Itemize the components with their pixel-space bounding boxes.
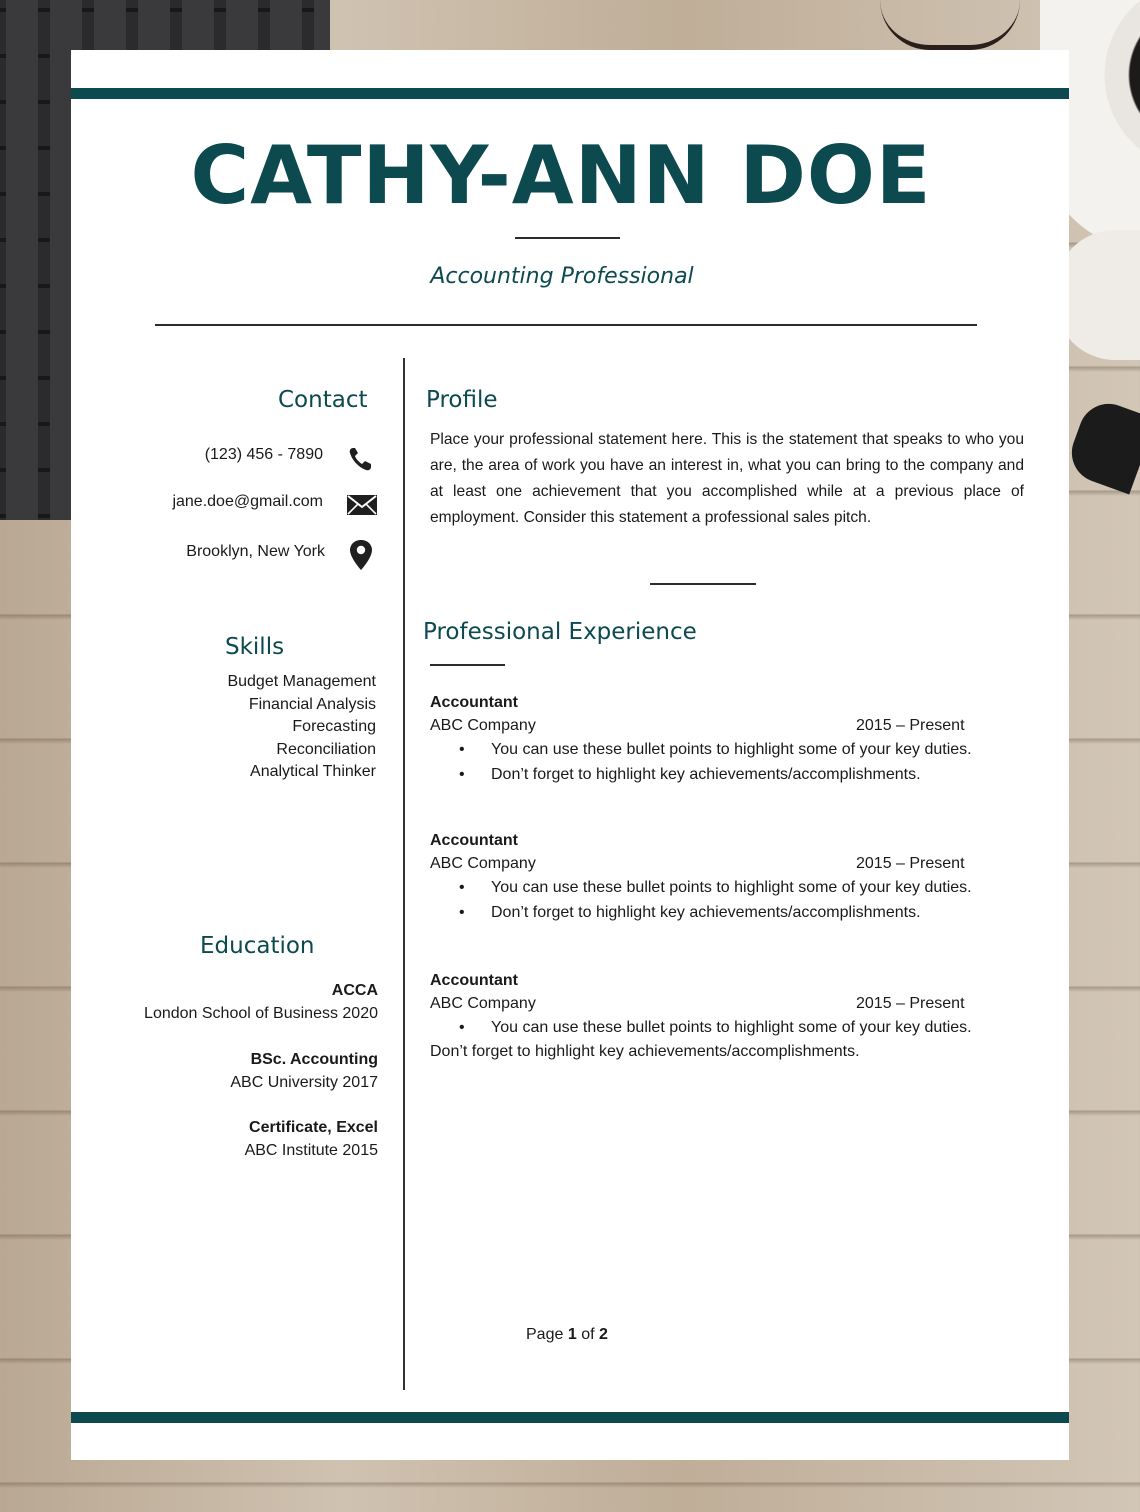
education-item — [144, 979, 378, 1025]
education-item — [230, 1048, 378, 1094]
column-divider — [403, 358, 405, 1390]
bottom-accent-bar — [71, 1412, 1069, 1423]
top-accent-bar — [71, 88, 1069, 99]
job-entry — [430, 969, 1030, 1063]
education-school: ABC Institute 2015 — [244, 1142, 378, 1159]
background-glasses — [880, 0, 1020, 50]
job-bullet: • You can use these bullet points to highlight some of your key duties. — [430, 1015, 1030, 1040]
resume-page — [71, 50, 1069, 1460]
job-title: Accountant — [430, 832, 518, 849]
education-heading: Education — [200, 933, 315, 959]
name-underline — [515, 237, 620, 239]
job-bullet: • You can use these bullet points to highlight some of your key duties. — [430, 875, 1030, 900]
job-company: ABC Company — [430, 855, 536, 872]
skill-item: Financial Analysis — [248, 695, 376, 713]
job-title: Accountant — [430, 694, 518, 711]
job-dates: 2015 – Present — [856, 855, 965, 872]
map-pin-icon — [345, 538, 377, 572]
education-item — [245, 1116, 378, 1162]
job-company: ABC Company — [430, 717, 536, 734]
page-of: of — [581, 1326, 595, 1343]
job-title: Accountant — [430, 972, 518, 989]
education-degree: BSc. Accounting — [250, 1051, 378, 1068]
candidate-subtitle: Accounting Professional — [430, 264, 694, 289]
skill-item: Analytical Thinker — [250, 763, 376, 781]
job-company: ABC Company — [430, 995, 536, 1012]
skill-item: Budget Management — [227, 673, 376, 690]
page-total: 2 — [598, 1326, 608, 1343]
job-entry — [430, 691, 1030, 787]
phone-icon — [346, 444, 378, 474]
candidate-name: CATHY-ANN DOE — [190, 129, 932, 222]
background-pen — [1063, 395, 1140, 494]
contact-phone: (123) 456 - 7890 — [204, 446, 323, 463]
page-current: 1 — [567, 1326, 577, 1343]
contact-email: jane.doe@gmail.com — [172, 493, 323, 510]
job-entry — [430, 829, 1030, 925]
page-number — [526, 1326, 608, 1344]
job-dates: 2015 – Present — [856, 995, 965, 1012]
header-divider — [155, 324, 977, 326]
profile-heading: Profile — [426, 387, 498, 413]
job-bullet: • Don’t forget to highlight key achievements/accomplishments. — [430, 900, 1030, 925]
experience-heading: Professional Experience — [423, 619, 697, 645]
profile-divider — [650, 583, 756, 585]
page-prefix: Page — [526, 1326, 564, 1343]
job-bullet: • You can use these bullet points to highlight some of your key duties. — [430, 737, 1030, 762]
contact-heading: Contact — [278, 387, 368, 413]
skill-item: Reconciliation — [276, 740, 376, 758]
education-school: London School of Business 2020 — [144, 1005, 378, 1022]
experience-underline — [430, 664, 505, 666]
job-extra-line: Don’t forget to highlight key achievements/accomplishments. — [430, 1043, 860, 1060]
envelope-icon — [346, 490, 378, 520]
profile-statement: Place your professional statement here. This is the statement that speaks to who you are, the area of work you have an interest in, what you can bring to the company and at least one achievement that you accomplished while at a previous place of employment. Consider this statement a professional sales pitch. — [430, 431, 1024, 526]
contact-location: Brooklyn, New York — [186, 543, 325, 560]
job-bullet: • Don’t forget to highlight key achievements/accomplishments. — [430, 762, 1030, 787]
education-school: ABC University 2017 — [230, 1074, 378, 1091]
education-degree: Certificate, Excel — [249, 1119, 378, 1136]
job-dates: 2015 – Present — [856, 717, 965, 734]
skills-heading: Skills — [225, 634, 285, 660]
education-degree: ACCA — [331, 982, 378, 999]
skill-item: Forecasting — [292, 718, 376, 736]
skills-list — [227, 671, 376, 784]
